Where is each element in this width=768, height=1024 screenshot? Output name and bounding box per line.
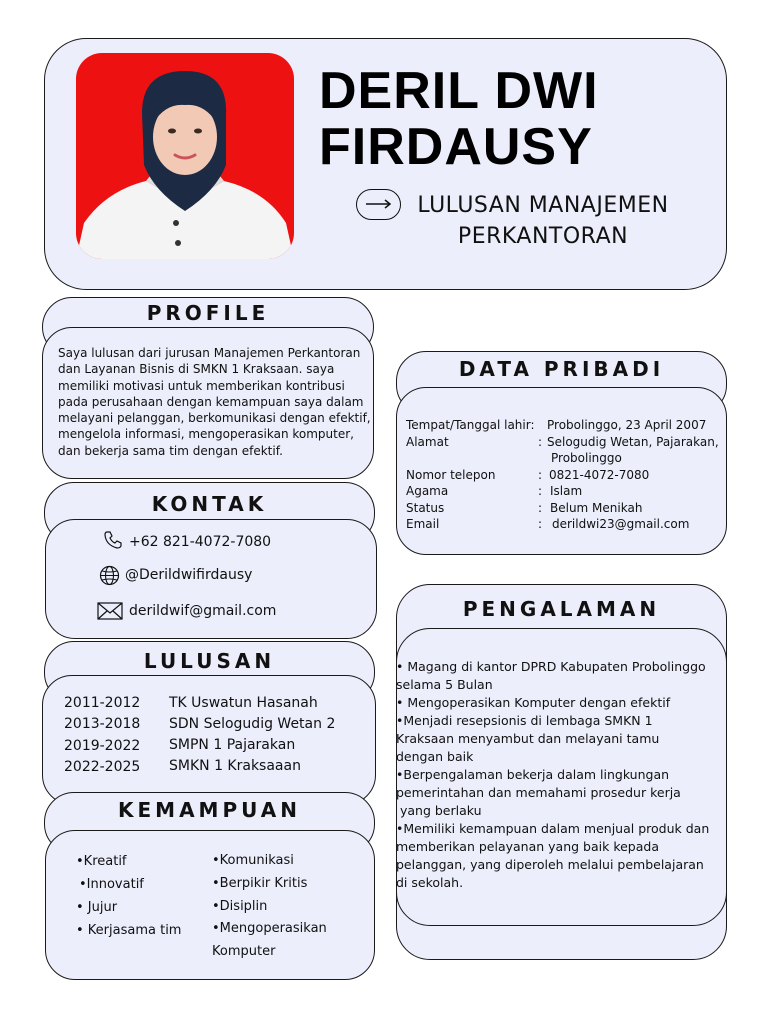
data-value: Islam <box>550 484 583 498</box>
arrow-right-icon <box>365 198 393 210</box>
phone-number[interactable]: +62 821-4072-7080 <box>129 534 272 550</box>
header-card <box>44 38 727 290</box>
skill-item: •Innovatif <box>79 877 144 892</box>
experience-line: dengan baik <box>396 749 474 764</box>
data-pribadi-body <box>396 387 727 555</box>
data-sep: : <box>538 517 543 531</box>
profile-title: PROFILE <box>146 301 270 325</box>
profile-line: Saya lulusan dari jurusan Manajemen Perkantoran <box>58 346 361 360</box>
education-school: SMKN 1 Kraksaaan <box>169 758 301 774</box>
data-sep: : <box>538 484 543 498</box>
subtitle-line-2: PERKANTORAN <box>457 224 629 249</box>
data-label: Status <box>406 500 445 515</box>
data-label: Tempat/Tanggal lahir: <box>406 418 535 432</box>
name-line-2: FIRDAUSY <box>319 118 593 176</box>
experience-line: •Berpengalaman bekerja dalam lingkungan <box>396 767 670 782</box>
arrow-badge <box>356 189 401 220</box>
experience-line: pelanggan, yang diperoleh melalui pembelajaran <box>396 857 704 872</box>
education-school: SDN Selogudig Wetan 2 <box>169 716 336 732</box>
mail-icon <box>97 602 123 620</box>
profile-line: melayani pelanggan, berkomunikasi dengan efektif, <box>58 411 371 426</box>
experience-line: pemerintahan dan memahami prosedur kerja <box>396 785 681 800</box>
profile-line: pada perusahaan dengan kemampuan saya dalam <box>58 394 364 409</box>
experience-line: di sekolah. <box>396 875 464 890</box>
data-label: Agama <box>406 484 449 498</box>
lulusan-title: LULUSAN <box>143 649 276 673</box>
data-sep: : <box>538 467 543 482</box>
kemampuan-title: KEMAMPUAN <box>118 798 301 822</box>
pengalaman-title: PENGALAMAN <box>462 597 661 621</box>
phone-icon <box>103 530 123 550</box>
kemampuan-body <box>45 830 375 980</box>
kontak-title: KONTAK <box>151 492 268 516</box>
skill-item: •Mengoperasikan <box>212 921 327 936</box>
data-value: Probolinggo <box>551 451 622 465</box>
skill-item: •Berpikir Kritis <box>212 876 308 891</box>
person-photo-illustration <box>76 53 294 259</box>
experience-line: selama 5 Bulan <box>396 677 493 692</box>
education-years: 2022-2025 <box>64 759 141 775</box>
profile-line: dan Layanan Bisnis di SMKN 1 Kraksaan. saya <box>58 362 335 377</box>
experience-line: •Memiliki kemampuan dalam menjual produk dan <box>396 821 710 836</box>
profile-body <box>42 327 374 479</box>
data-pribadi-title: DATA PRIBADI <box>458 357 665 381</box>
data-value: Selogudig Wetan, Pajarakan, <box>547 434 719 449</box>
lulusan-body <box>42 675 376 805</box>
experience-line: • Mengoperasikan Komputer dengan efektif <box>396 695 671 710</box>
skill-item: •Kreatif <box>76 854 127 869</box>
email-address[interactable]: derildwif@gmail.com <box>129 603 277 619</box>
data-sep: : <box>538 500 543 515</box>
data-value: 0821-4072-7080 <box>549 467 650 482</box>
experience-line: yang berlaku <box>396 803 482 818</box>
data-sep: : <box>538 434 543 449</box>
subtitle-line-1: LULUSAN MANAJEMEN <box>417 193 669 218</box>
experience-line: • Magang di kantor DPRD Kabupaten Probolinggo <box>396 659 706 674</box>
profile-line: memiliki motivasi untuk memberikan kontribusi <box>58 378 345 393</box>
education-school: TK Uswatun Hasanah <box>169 695 318 711</box>
skill-item: Komputer <box>212 944 276 959</box>
education-years: 2013-2018 <box>64 716 141 732</box>
data-value: Belum Menikah <box>550 500 643 515</box>
kontak-body <box>45 519 377 639</box>
skill-item: •Disiplin <box>212 899 268 914</box>
globe-icon <box>99 565 120 586</box>
data-value[interactable]: derildwi23@gmail.com <box>552 517 690 531</box>
data-label: Nomor telepon <box>406 467 496 482</box>
name-line-1: DERIL DWI <box>319 62 599 120</box>
profile-line: mengelola informasi, mengoperasikan komputer, <box>58 427 354 442</box>
education-years: 2019-2022 <box>64 738 141 754</box>
experience-list <box>396 658 709 892</box>
experience-line: •Menjadi resepsionis di lembaga SMKN 1 <box>396 713 653 728</box>
experience-line: memberikan pelayanan yang baik kepada <box>396 839 659 854</box>
data-label: Alamat <box>406 434 449 449</box>
data-value: Probolinggo, 23 April 2007 <box>547 418 707 432</box>
social-handle[interactable]: @Derildwifirdausy <box>125 567 253 583</box>
pengalaman-body <box>396 628 727 926</box>
experience-line: Kraksaan menyambut dan melayani tamu <box>396 731 660 746</box>
profile-photo <box>76 53 294 259</box>
skill-item: •Komunikasi <box>212 853 294 868</box>
job-subtitle <box>403 190 683 252</box>
data-label: Email <box>406 517 440 531</box>
full-name <box>319 63 599 175</box>
profile-line: dan bekerja sama tim dengan efektif. <box>58 443 283 458</box>
profile-text <box>58 345 371 459</box>
education-years: 2011-2012 <box>64 695 141 711</box>
education-school: SMPN 1 Pajarakan <box>169 737 296 753</box>
skill-item: • Jujur <box>76 900 118 915</box>
skill-item: • Kerjasama tim <box>76 923 182 938</box>
